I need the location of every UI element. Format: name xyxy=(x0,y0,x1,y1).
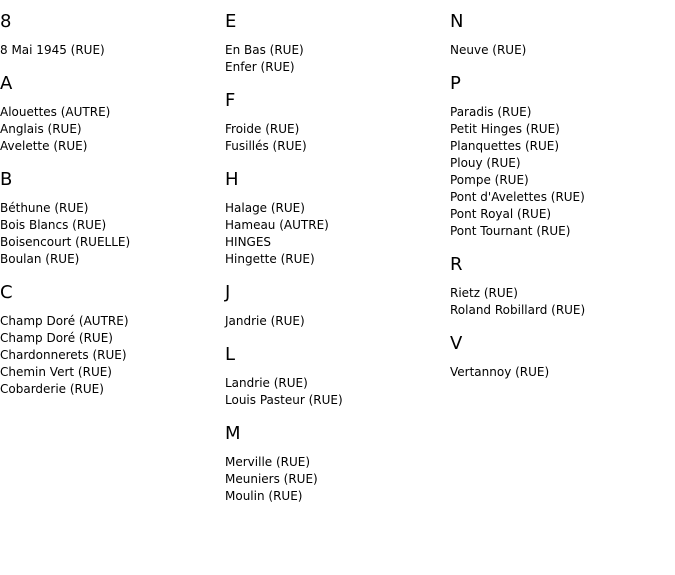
street-link[interactable]: Rietz (RUE) xyxy=(450,286,518,300)
letter-heading: F xyxy=(225,90,236,111)
street-column xyxy=(225,12,445,520)
letter-heading: V xyxy=(450,333,463,354)
street-link[interactable]: Boisencourt (RUELLE) xyxy=(0,235,131,249)
street-link[interactable]: Landrie (RUE) xyxy=(225,376,308,390)
street-link[interactable]: Pont Tournant (RUE) xyxy=(450,224,571,238)
street-link[interactable]: HINGES xyxy=(225,235,272,249)
street-link[interactable]: Alouettes (AUTRE) xyxy=(0,105,111,119)
letter-group xyxy=(225,424,445,505)
letter-heading: 8 xyxy=(0,11,12,32)
street-link[interactable]: Champ Doré (RUE) xyxy=(0,331,113,345)
letter-group xyxy=(450,74,670,240)
letter-heading: P xyxy=(450,73,461,94)
letter-group xyxy=(0,283,220,398)
street-link[interactable]: Enfer (RUE) xyxy=(225,60,295,74)
street-link[interactable]: Hameau (AUTRE) xyxy=(225,218,329,232)
street-link[interactable]: Boulan (RUE) xyxy=(0,252,80,266)
letter-heading: M xyxy=(225,423,241,444)
street-link[interactable]: Pont Royal (RUE) xyxy=(450,207,552,221)
letter-group xyxy=(225,170,445,268)
letter-heading: A xyxy=(0,73,13,94)
street-link[interactable]: Moulin (RUE) xyxy=(225,489,303,503)
letter-group xyxy=(225,91,445,155)
street-link[interactable]: Chardonnerets (RUE) xyxy=(0,348,127,362)
street-column xyxy=(450,12,670,396)
letter-heading: L xyxy=(225,344,236,365)
street-link[interactable]: Pont d'Avelettes (RUE) xyxy=(450,190,585,204)
street-link[interactable]: Champ Doré (AUTRE) xyxy=(0,314,129,328)
street-link[interactable]: Froide (RUE) xyxy=(225,122,300,136)
street-link[interactable]: Meuniers (RUE) xyxy=(225,472,318,486)
letter-heading: B xyxy=(0,169,13,190)
street-link[interactable]: Louis Pasteur (RUE) xyxy=(225,393,343,407)
street-link[interactable]: Plouy (RUE) xyxy=(450,156,521,170)
letter-group xyxy=(450,255,670,319)
street-link[interactable]: Merville (RUE) xyxy=(225,455,311,469)
letter-group xyxy=(225,345,445,409)
street-column xyxy=(0,12,220,413)
letter-heading: H xyxy=(225,169,239,190)
street-link[interactable]: Roland Robillard (RUE) xyxy=(450,303,586,317)
street-link[interactable]: Cobarderie (RUE) xyxy=(0,382,104,396)
street-link[interactable]: Bois Blancs (RUE) xyxy=(0,218,107,232)
street-link[interactable]: Béthune (RUE) xyxy=(0,201,89,215)
street-link[interactable]: Paradis (RUE) xyxy=(450,105,532,119)
letter-heading: J xyxy=(225,282,231,303)
letter-group xyxy=(0,12,220,59)
letter-group xyxy=(0,74,220,155)
street-link[interactable]: Hingette (RUE) xyxy=(225,252,315,266)
letter-heading: C xyxy=(0,282,13,303)
street-link[interactable]: Chemin Vert (RUE) xyxy=(0,365,112,379)
letter-heading: R xyxy=(450,254,463,275)
letter-group xyxy=(450,12,670,59)
street-link[interactable]: 8 Mai 1945 (RUE) xyxy=(0,43,105,57)
street-link[interactable]: Neuve (RUE) xyxy=(450,43,527,57)
letter-group xyxy=(0,170,220,268)
street-link[interactable]: Petit Hinges (RUE) xyxy=(450,122,560,136)
letter-heading: E xyxy=(225,11,237,32)
letter-heading: N xyxy=(450,11,464,32)
street-link[interactable]: Jandrie (RUE) xyxy=(225,314,305,328)
street-link[interactable]: Vertannoy (RUE) xyxy=(450,365,550,379)
letter-group xyxy=(225,283,445,330)
street-link[interactable]: Anglais (RUE) xyxy=(0,122,82,136)
street-link[interactable]: Halage (RUE) xyxy=(225,201,305,215)
street-link[interactable]: Planquettes (RUE) xyxy=(450,139,560,153)
street-link[interactable]: Fusillés (RUE) xyxy=(225,139,307,153)
street-link[interactable]: Avelette (RUE) xyxy=(0,139,88,153)
street-link[interactable]: En Bas (RUE) xyxy=(225,43,304,57)
letter-group xyxy=(225,12,445,76)
letter-group xyxy=(450,334,670,381)
street-link[interactable]: Pompe (RUE) xyxy=(450,173,529,187)
